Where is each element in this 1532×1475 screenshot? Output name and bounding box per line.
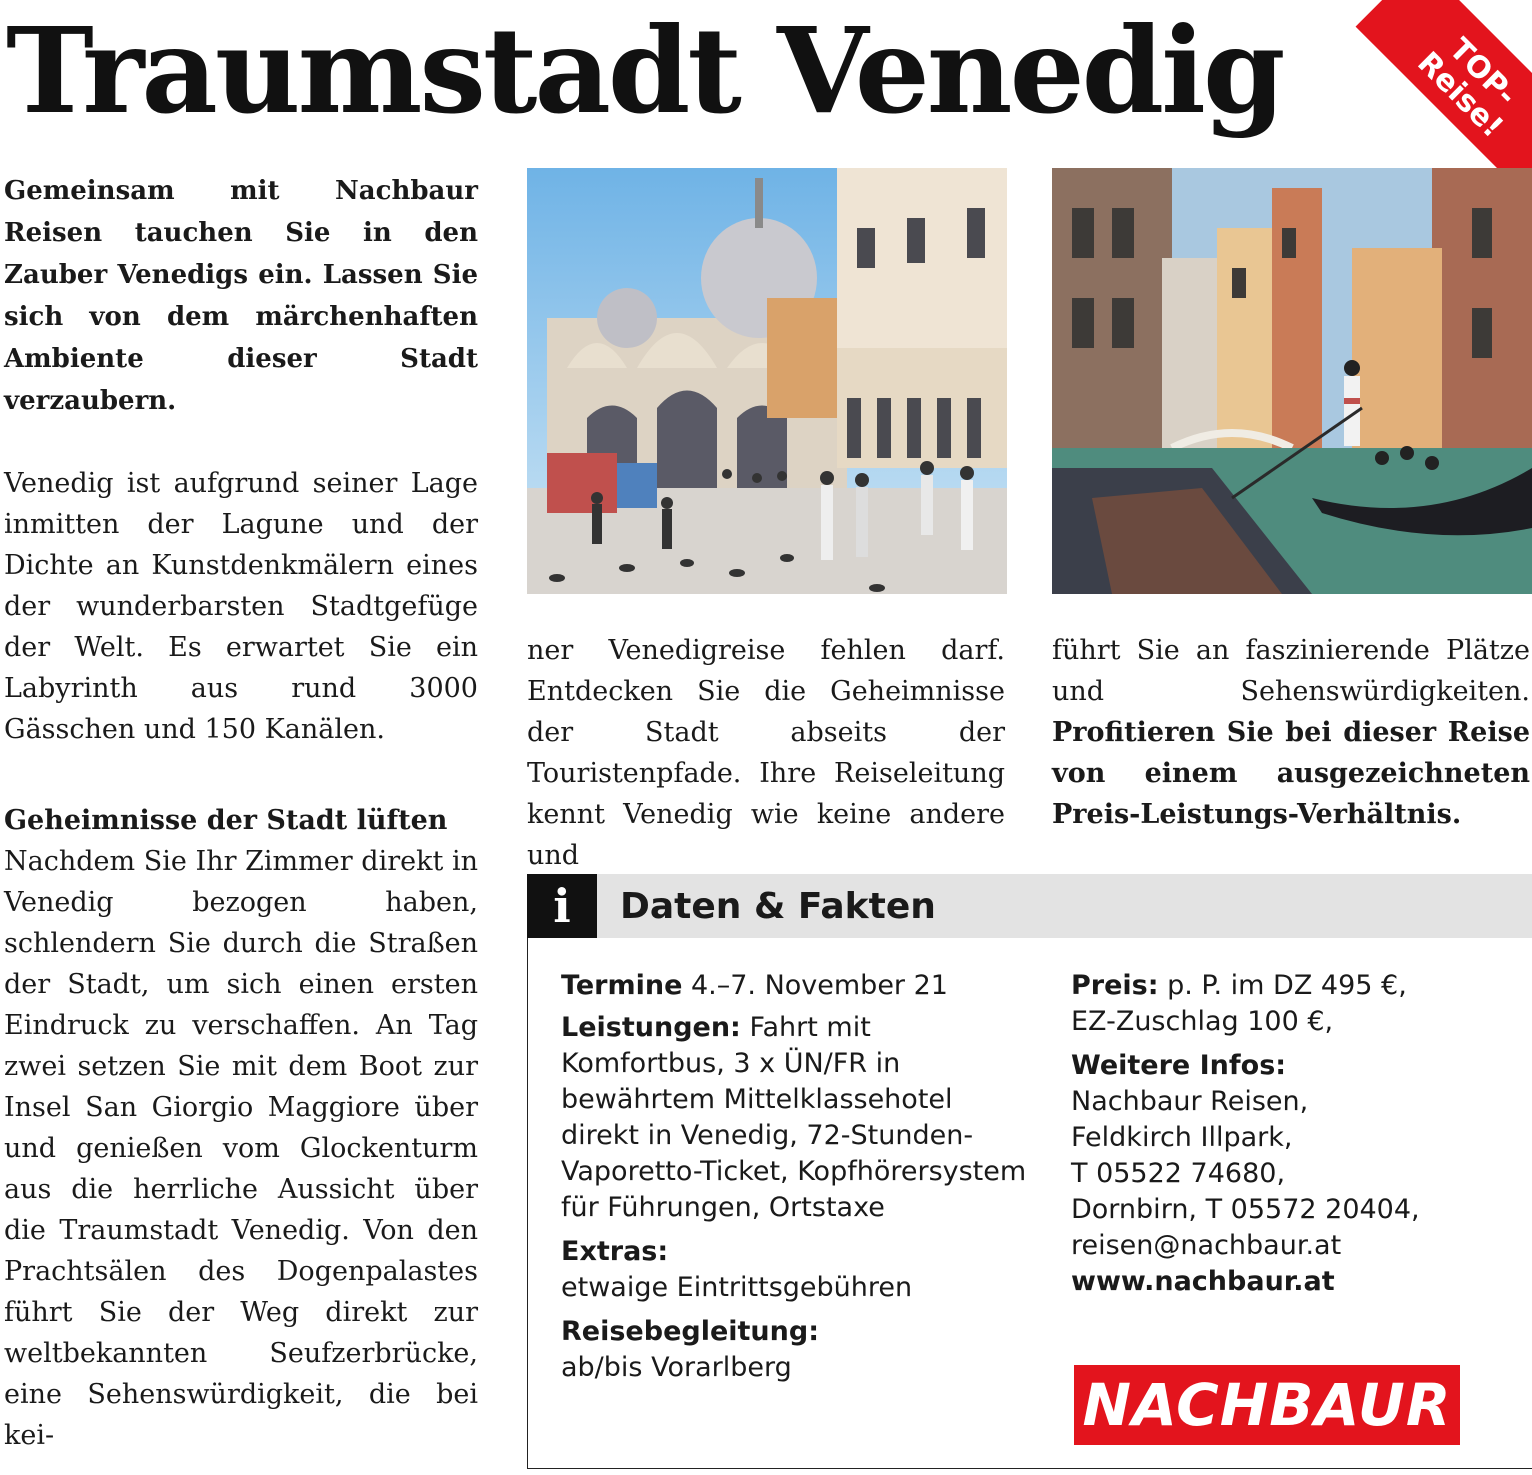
leistungen-label: Leistungen: bbox=[561, 1012, 741, 1043]
infos-line: T 05522 74680, bbox=[1071, 1158, 1286, 1189]
photo-canal-gondola bbox=[1052, 168, 1532, 594]
nachbaur-logo: NACHBAUR bbox=[1074, 1365, 1460, 1445]
termine-line bbox=[561, 968, 1031, 1004]
body-paragraph-4-bold: Profitieren Sie bei dieser Reise von einem ausgezeichneten Preis-Leistungs-Verhältnis. bbox=[1052, 717, 1530, 830]
leistungen-block bbox=[561, 1010, 1031, 1226]
subheading: Geheimnisse der Stadt lüften bbox=[4, 805, 448, 836]
extras-label: Extras: bbox=[561, 1236, 669, 1267]
termine-value: 4.–7. November 21 bbox=[682, 970, 948, 1001]
leistungen-value: Fahrt mit Komfortbus, 3 x ÜN/FR in bewährtem Mittelklassehotel direkt in Venedig, 72-Stunden-Vaporetto-Ticket, Kopfhörersystem für Führungen, Ortstaxe bbox=[561, 1012, 1027, 1223]
lead-paragraph: Gemeinsam mit Nachbaur Reisen tauchen Sie in den Zauber Venedigs ein. Lassen Sie sich von dem märchenhaften Ambiente dieser Stadt verzaubern. bbox=[4, 176, 478, 416]
preis-label: Preis: bbox=[1071, 970, 1159, 1001]
body-paragraph-3: ner Venedigreise fehlen darf. Entdecken Sie die Geheimnisse der Stadt abseits der Touristenpfade. Ihre Reiseleitung kennt Venedig wie keine andere und bbox=[527, 635, 1005, 871]
ez-zuschlag: EZ-Zuschlag 100 €, bbox=[1071, 1006, 1334, 1037]
info-left-column bbox=[561, 968, 1031, 1386]
termine-label: Termine bbox=[561, 970, 683, 1001]
infos-line: Nachbaur Reisen, bbox=[1071, 1086, 1309, 1117]
page-title: Traumstadt Venedig bbox=[6, 1, 1283, 140]
body-paragraph-2: Nachdem Sie Ihr Zimmer direkt in Venedig bezogen haben, schlendern Sie durch die Straßen der Stadt, um sich einen ersten Eindruck zu verschaffen. An Tag zwei setzen Sie mit dem Boot zur Insel San Giorgio Maggiore über und genießen vom Glockenturm aus die herrliche Aussicht über die Traumstadt Venedig. Von den Prachtsälen des Dogenpalastes führt Sie der Weg direkt zur weltbekannten Seufzerbrücke, eine Sehenswürdigkeit, die bei kei- bbox=[4, 846, 478, 1451]
badge-text: TOP-Reise! bbox=[1410, 31, 1524, 145]
body-paragraph-4 bbox=[1052, 630, 1530, 835]
begleitung-value: ab/bis Vorarlberg bbox=[561, 1352, 792, 1383]
extras-value: etwaige Eintrittsgebühren bbox=[561, 1272, 913, 1303]
info-heading: Daten & Fakten bbox=[620, 886, 936, 927]
preis-value: p. P. im DZ 495 €, bbox=[1158, 970, 1407, 1001]
body-paragraph-1: Venedig ist aufgrund seiner Lage inmitten der Lagune und der Dichte an Kunstdenkmälern eines der wunderbarsten Stadtgefüge der Welt. Es erwartet Sie ein Labyrinth aus rund 3000 Gässchen und 150 Kanälen. bbox=[4, 468, 478, 745]
infos-line: Dornbirn, T 05572 20404, bbox=[1071, 1194, 1420, 1225]
info-icon: i bbox=[527, 874, 597, 938]
infos-label: Weitere Infos: bbox=[1071, 1050, 1287, 1081]
website-link[interactable]: www.nachbaur.at bbox=[1071, 1266, 1335, 1297]
email-link[interactable]: reisen@nachbaur.at bbox=[1071, 1230, 1342, 1261]
body-paragraph-4-plain: führt Sie an faszinierende Plätze und Sehenswürdigkeiten. bbox=[1052, 635, 1530, 707]
infos-line: Feldkirch Illpark, bbox=[1071, 1122, 1293, 1153]
begleitung-label: Reisebegleitung: bbox=[561, 1316, 820, 1347]
photo-san-marco bbox=[527, 168, 1007, 594]
preis-line bbox=[1071, 968, 1511, 1004]
info-right-column bbox=[1071, 968, 1511, 1300]
